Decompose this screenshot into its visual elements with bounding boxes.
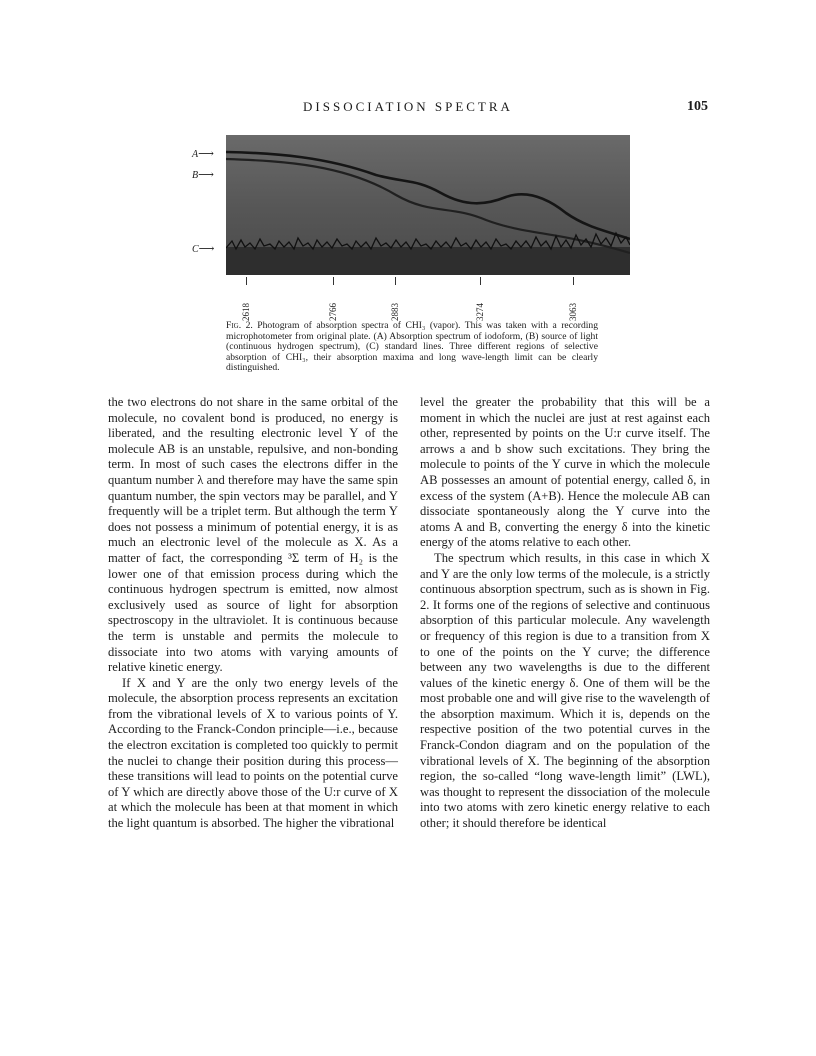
- tick-mark: [573, 277, 574, 285]
- tick-2766: [327, 277, 341, 321]
- spectrogram-plate: [226, 135, 630, 275]
- page-number: 105: [687, 99, 708, 114]
- marker-b-label: B: [192, 170, 199, 181]
- tick-label: 2883: [390, 303, 400, 321]
- tick-label: 2766: [328, 303, 338, 321]
- figure-caption: [226, 321, 598, 374]
- tick-3063: [567, 277, 581, 321]
- running-head: [0, 99, 816, 119]
- paragraph: level the greater the probability that this will be a moment in which the nuclei are just at rest against each other, represented by points on the U:r curve itself. The arrows a and b show such excitations. They bring the molecule to points of the Y curve in which the molecule AB possesses an amount of potential energy, called δ, in excess of the system (A+B). Hence the molecule AB can dissociate spontaneously along the Y curve into the atoms A and B, converting the energy δ into the kinetic energy of the atoms relative to each other.: [420, 395, 710, 550]
- tick-label: 2618: [241, 303, 251, 321]
- arrow-right-icon: ⟶: [198, 148, 214, 160]
- caption-text: Photogram of absorption spectra of CHI₃ (vapor). This was taken with a recording microphotometer from original plate. (A) Absorption spectrum of iodoform, (B) source of light (continuous hydrogen spectrum), (C) standard lines. Three different regions of selective absorption of CHI₃, their absorption maxima and long wave-length limit can be clearly distinguished.: [226, 320, 598, 374]
- left-column: [108, 395, 398, 832]
- arrow-right-icon: ⟶: [198, 243, 215, 255]
- paragraph: If X and Y are the only two energy levels of the molecule, the absorption process represents an excitation from the vibrational levels of X to various points of Y. According to the Franck-Condon principle—i.e., because the electron excitation is completed too quickly to permit the nuclei to change their position during this process—these transitions will lead to points on the potential curve of Y which are directly above those of the U:r curve of X at which the molecule has been at that moment in which the light quantum is absorbed. The higher the vibrational: [108, 675, 398, 831]
- tick-mark: [333, 277, 334, 285]
- tick-mark: [480, 277, 481, 285]
- marker-b: [192, 168, 214, 181]
- tick-2618: [240, 277, 254, 321]
- tick-label: 3274: [475, 303, 485, 321]
- paragraph: the two electrons do not share in the same orbital of the molecule, no covalent bond is produced, no energy is liberated, and the resulting electronic level Y of the molecule AB is an unstable, repulsive, and non-bonding term. In most of such cases the electrons differ in the quantum number λ and therefore may have the same spin quantum number, the spin vectors may be parallel, and Y frequently will be a triplet term. But although the term Y does not possess a minimum of potential energy, it is as much an electronic level of the molecule as X. As a matter of fact, the corresponding ³Σ term of H₂ is the lower one of that emission process during which the continuous hydrogen spectrum is emitted, now almost exclusively used as source of light for absorption spectroscopy in the ultraviolet. It is continuous because the term is unstable and permits the molecule to dissociate into two atoms with varying amounts of relative kinetic energy.: [108, 395, 398, 675]
- marker-a-label: A: [192, 149, 199, 160]
- marker-c: [192, 242, 214, 255]
- tick-mark: [395, 277, 396, 285]
- tick-mark: [246, 277, 247, 285]
- marker-a: [192, 147, 214, 160]
- right-column: [420, 395, 710, 832]
- paragraph: The spectrum which results, in this case in which X and Y are the only low terms of the molecule, is a strictly continuous absorption spectrum, such as is shown in Fig. 2. It forms one of the regions of selective and continuous absorption of this particular molecule. Any wavelength or frequency of this region is due to a transition from X to one of the points on the Y curve; the difference between any two wavelengths is due to the different values of the kinetic energy δ. One of them will be the most probable one and will give rise to the wavelength of the absorption maximum. Which it is, depends on the respective position of the two potential curves in the Franck-Condon diagram and on the population of the vibrational levels of X. The beginning of the absorption region, the so-called “long wave-length limit” (LWL), was thought to represent the dissociation of the molecule into two atoms with zero kinetic energy relative to each other; it should therefore be identical: [420, 550, 710, 831]
- tick-label: 3063: [568, 303, 578, 321]
- caption-label: Fig. 2.: [226, 320, 253, 331]
- marker-c-label: C: [192, 244, 199, 255]
- tick-2883: [389, 277, 403, 321]
- spectrogram-image: [226, 135, 630, 275]
- arrow-right-icon: ⟶: [198, 169, 214, 181]
- tick-3274: [474, 277, 488, 321]
- running-title: DISSOCIATION SPECTRA: [303, 99, 513, 114]
